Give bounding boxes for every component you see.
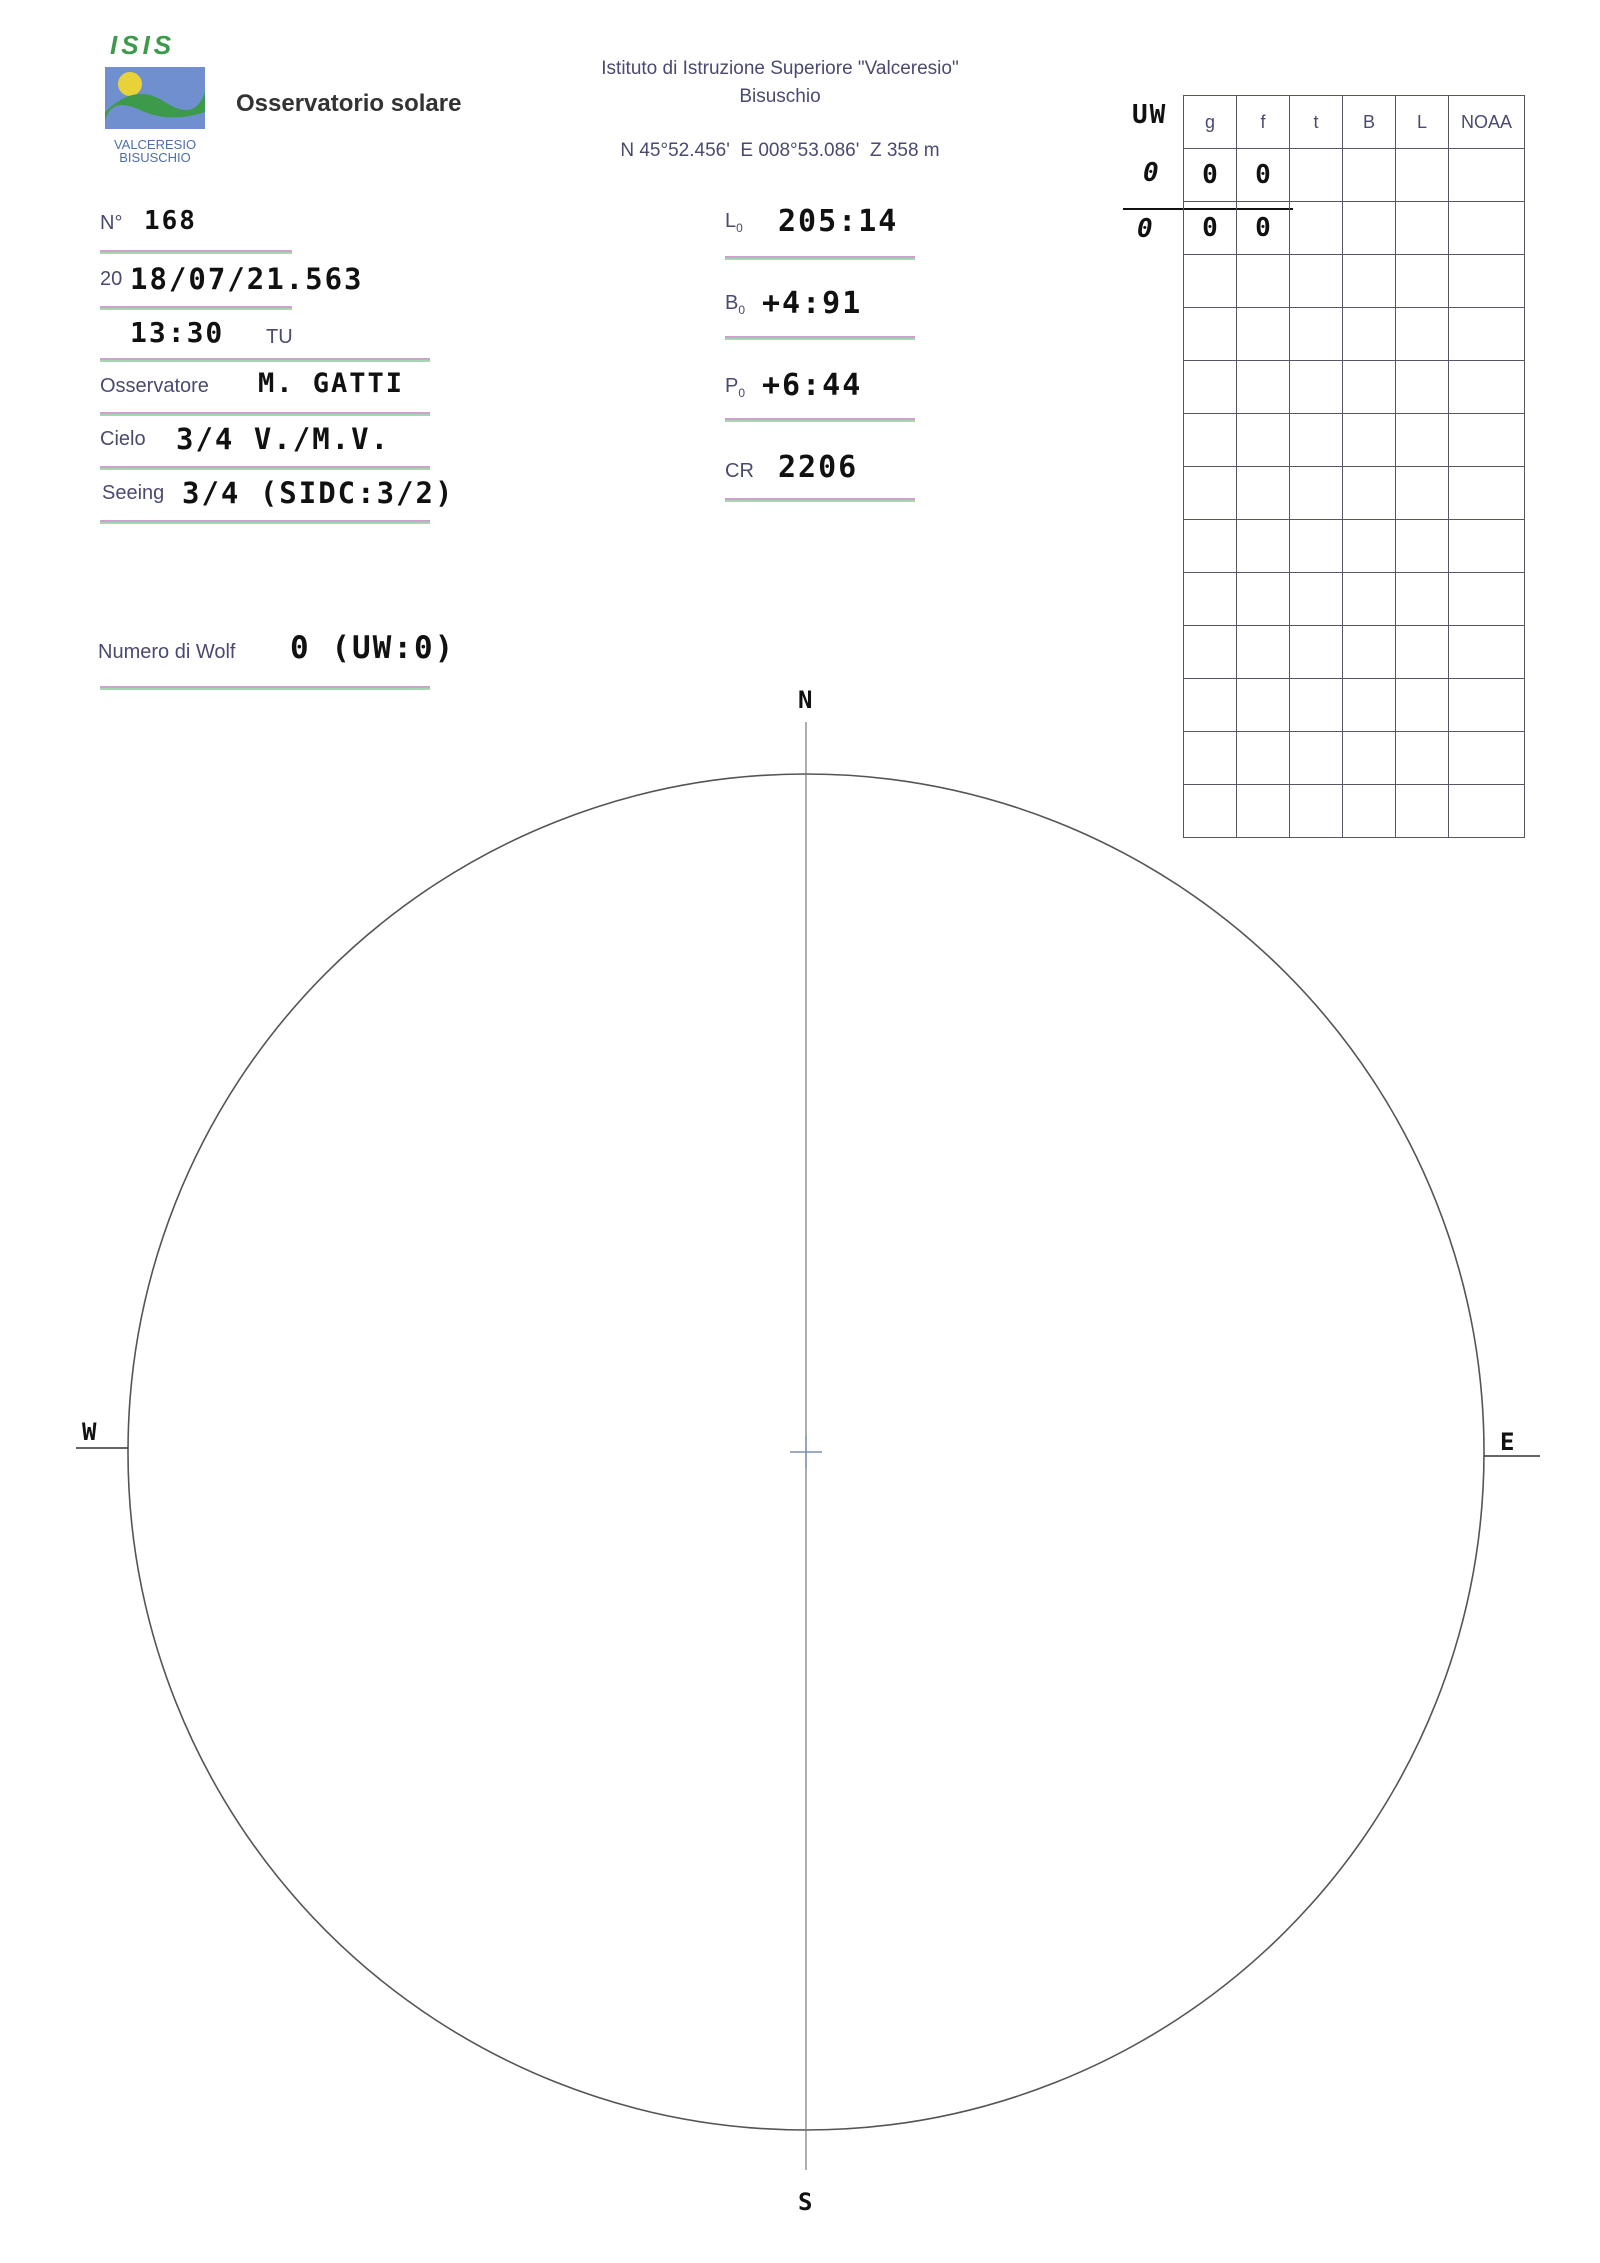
time-unit: TU: [266, 326, 293, 348]
uw-header: UW: [1132, 100, 1168, 130]
observatory-title: Osservatorio solare: [236, 90, 462, 117]
east-label: E: [1500, 1428, 1517, 1456]
uw-row-2: 0: [1137, 214, 1155, 244]
coordinates: N 45°52.456' E 008°53.086' Z 358 m: [620, 140, 940, 161]
date-prefix: 20: [100, 268, 123, 290]
p0-value: +6:44: [762, 368, 863, 403]
seeing-value: 3/4 (SIDC:3/2): [182, 476, 455, 510]
cr-label: CR: [725, 460, 754, 482]
cell-f: 0: [1237, 202, 1290, 255]
number-value: 168: [144, 206, 197, 236]
l0-label-sub: 0: [736, 221, 743, 235]
b0-value: +4:91: [762, 286, 863, 321]
logo-text: ISIS: [110, 30, 176, 60]
col-header-g: g: [1184, 96, 1237, 149]
cell-f: 0: [1237, 149, 1290, 202]
north-label: N: [798, 686, 815, 714]
b0-label-text: B: [725, 292, 739, 314]
sky-value: 3/4 V./M.V.: [176, 422, 391, 456]
b0-label-sub: 0: [738, 303, 746, 317]
south-label: S: [798, 2188, 815, 2216]
cell-g: 0: [1184, 202, 1237, 255]
p0-label-text: P: [725, 375, 739, 397]
l0-value: 205:14: [778, 204, 899, 239]
l0-label-text: L: [725, 210, 737, 232]
number-label: N°: [100, 212, 123, 234]
uw-row-1: 0: [1143, 158, 1161, 188]
col-header-b: B: [1343, 96, 1396, 149]
cr-value: 2206: [778, 450, 859, 485]
time-value: 13:30: [130, 316, 225, 349]
col-header-f: f: [1237, 96, 1290, 149]
logo-caption-1: VALCERESIO: [113, 137, 197, 152]
observer-label: Osservatore: [100, 375, 209, 397]
seeing-label: Seeing: [102, 482, 165, 504]
institute-line-1: Istituto di Istruzione Superiore "Valceresio": [601, 58, 959, 79]
col-header-noaa: NOAA: [1449, 96, 1525, 149]
west-label: W: [82, 1418, 99, 1446]
wolf-label: Numero di Wolf: [98, 641, 236, 663]
cell-g: 0: [1184, 149, 1237, 202]
col-header-l: L: [1396, 96, 1449, 149]
col-header-t: t: [1290, 96, 1343, 149]
logo-caption-2: BISUSCHIO: [119, 150, 191, 165]
sky-label: Cielo: [100, 428, 146, 450]
p0-label-sub: 0: [738, 386, 746, 400]
date-value: 18/07/21.563: [130, 262, 364, 296]
observer-value: M. GATTI: [258, 368, 405, 399]
institute-line-2: Bisuschio: [739, 86, 821, 107]
wolf-value: 0 (UW:0): [290, 630, 456, 666]
